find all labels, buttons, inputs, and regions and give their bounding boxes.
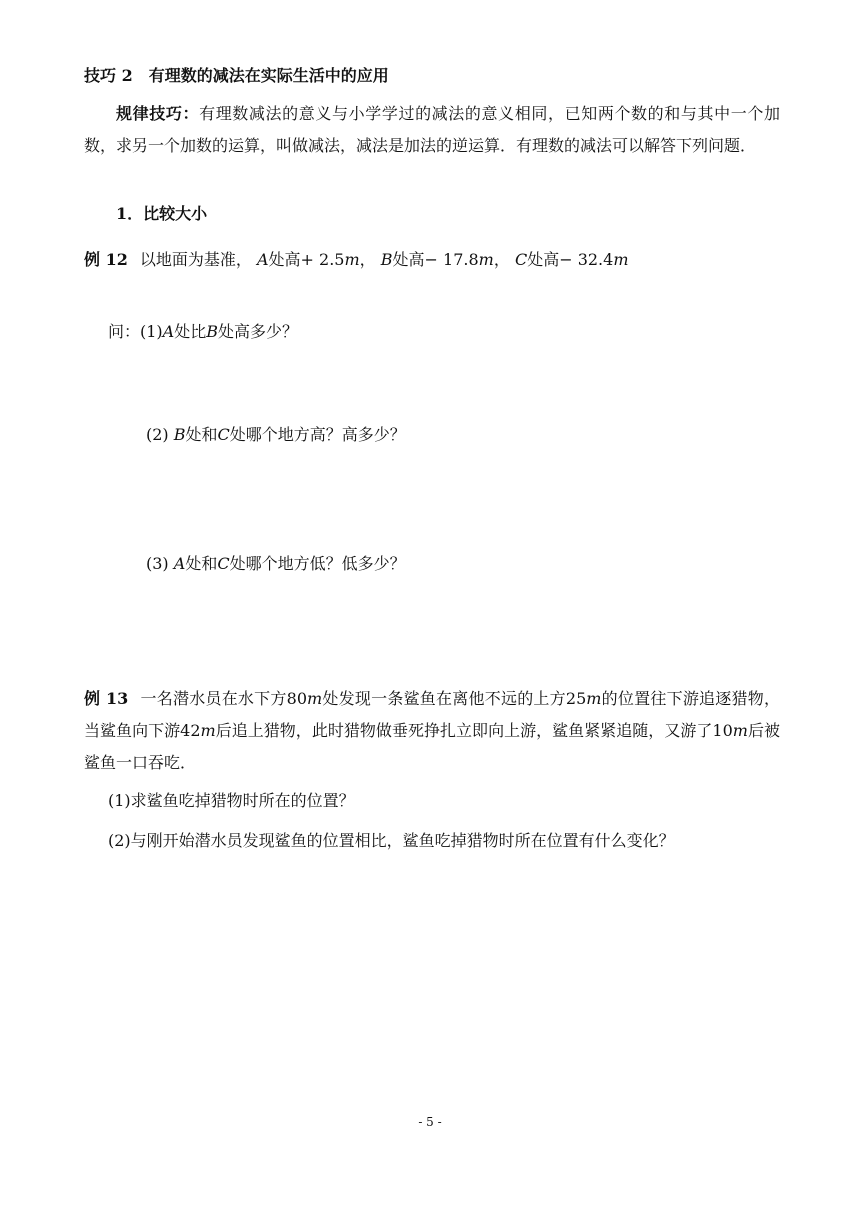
rule-text: 有理数减法的意义与小学学过的减法的意义相同，已知两个数的和与其中一个加数，求另一个加数的运算，叫做减法，减法是加法的逆运算．有理数的减法可以解答下列问题． bbox=[84, 104, 780, 155]
example-13-question-1: (1)求鲨鱼吃掉猎物时所在的位置？ bbox=[108, 791, 355, 810]
example-12-question-2: (2) B处和C处哪个地方高？高多少？ bbox=[146, 425, 406, 444]
example-12-question-3: (3) A处和C处哪个地方低？低多少？ bbox=[146, 554, 406, 573]
rule-label: 规律技巧： bbox=[116, 104, 200, 123]
example-13-statement: 例 13 一名潜水员在水下方80m处发现一条鲨鱼在离他不远的上方25m的位置往下游追逐猎物，当鲨鱼向下游42m后追上猎物，此时猎物做垂死挣扎立即向上游，鲨鱼紧紧追随，又游了10m后被鲨鱼一口吞吃． bbox=[84, 689, 780, 772]
example-12-question-1: 问：(1)A处比B处高多少？ bbox=[108, 322, 299, 341]
rule-paragraph bbox=[84, 98, 780, 162]
page-number: - 5 - bbox=[418, 1115, 442, 1129]
example-13-question-2: (2)与刚开始潜水员发现鲨鱼的位置相比，鲨鱼吃掉猎物时所在位置有什么变化？ bbox=[108, 831, 675, 850]
subheading-compare: 1．比较大小 bbox=[116, 204, 208, 223]
section-title: 技巧 2 有理数的减法在实际生活中的应用 bbox=[84, 66, 389, 85]
example-13-label: 例 13 bbox=[84, 689, 129, 708]
example-12-statement: 例 12 以地面为基准， A处高+ 2.5m， B处高− 17.8m， C处高− 32.4m bbox=[84, 250, 629, 269]
example-12-label: 例 12 bbox=[84, 250, 128, 269]
